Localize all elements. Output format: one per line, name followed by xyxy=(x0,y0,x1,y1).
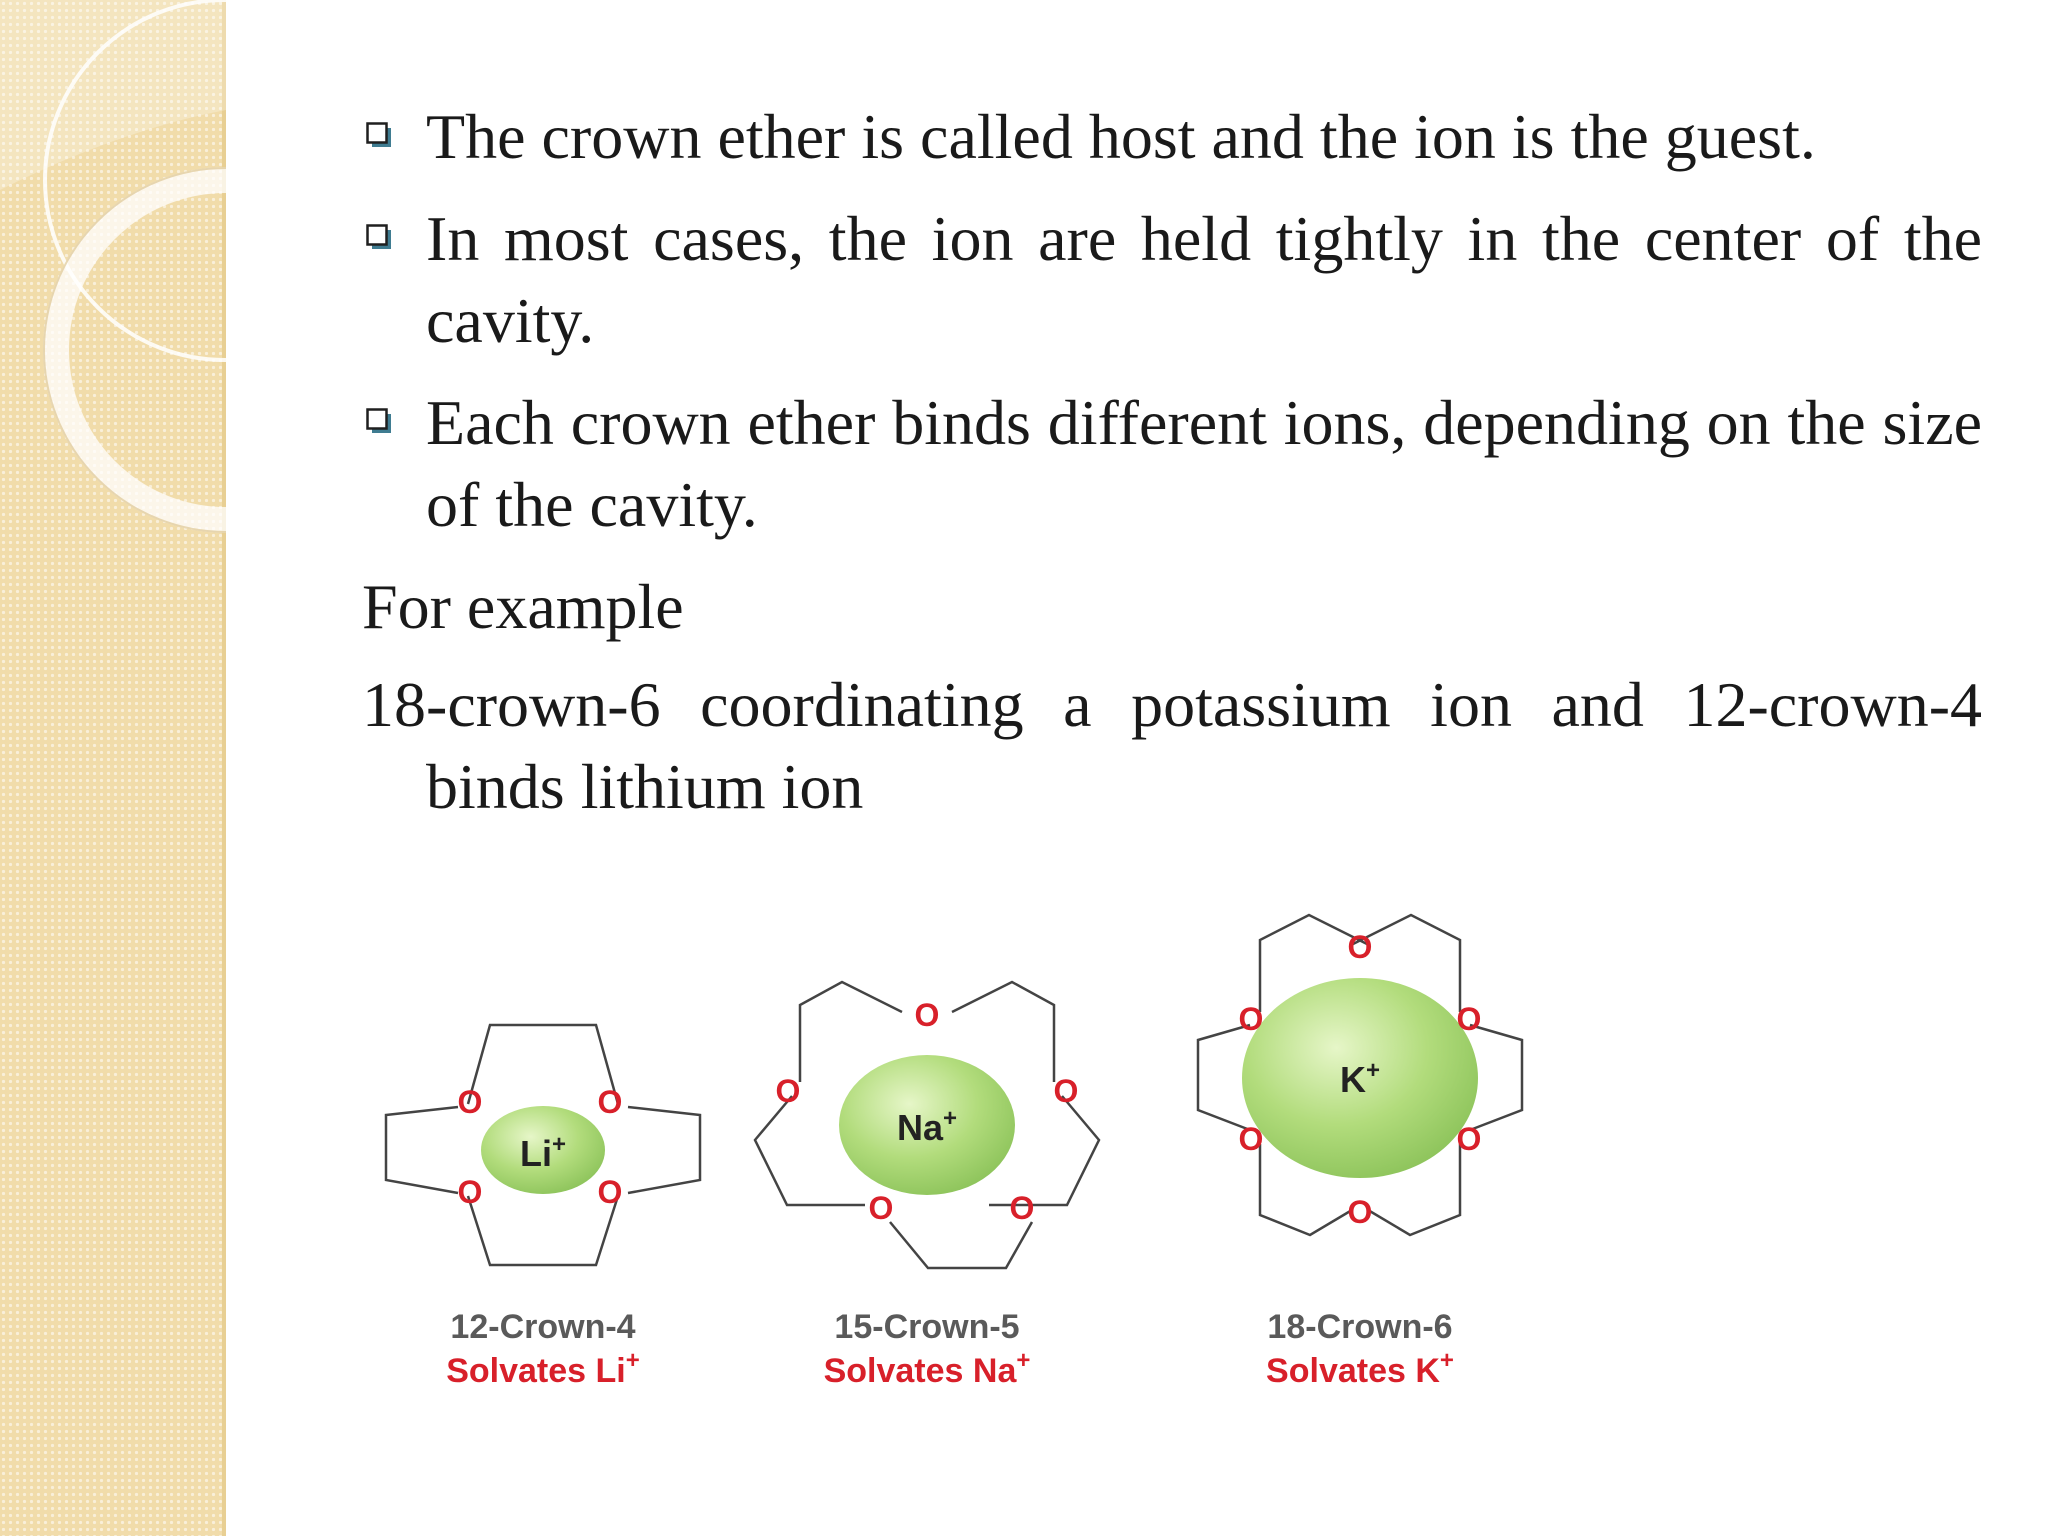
oxygen-atom: O xyxy=(597,1174,623,1210)
oxygen-atom: O xyxy=(914,997,940,1033)
bullet-ion-center xyxy=(362,198,1982,362)
example-text: 18-crown-6 coordinating a potassium ion and 12-crown-4 binds lithium ion xyxy=(362,669,1982,822)
checkbox-bullet-icon xyxy=(366,122,392,148)
oxygen-atom: O xyxy=(1456,1001,1482,1037)
bullet-text: The crown ether is called host and the ion is the guest. xyxy=(426,101,1816,172)
checkbox-bullet-icon xyxy=(366,408,392,434)
slide-content xyxy=(362,96,1982,848)
oxygen-atom: O xyxy=(868,1190,894,1226)
checkbox-bullet-icon xyxy=(366,224,392,250)
crown-name-12-4: 12-Crown-4 xyxy=(450,1308,636,1346)
ion-label-li: Li+ xyxy=(519,1131,567,1174)
oxygen-atom: O xyxy=(1456,1121,1482,1157)
crown-ether-figure xyxy=(360,860,1920,1420)
oxygen-atom: O xyxy=(1238,1121,1264,1157)
bullet-cavity-size xyxy=(362,382,1982,546)
oxygen-atom: O xyxy=(1347,929,1373,965)
solvates-label-li: Solvates Li+ xyxy=(446,1347,640,1390)
crown-name-15-5: 15-Crown-5 xyxy=(834,1308,1020,1346)
oxygen-atom: O xyxy=(1238,1001,1264,1037)
bullet-host-guest xyxy=(362,96,1982,178)
bullet-text: In most cases, the ion are held tightly in the center of the cavity. xyxy=(426,203,1982,356)
solvates-label-k: Solvates K+ xyxy=(1266,1347,1454,1390)
oxygen-atom: O xyxy=(1053,1073,1079,1109)
oxygen-atom: O xyxy=(775,1073,801,1109)
ion-label-k: K+ xyxy=(1339,1057,1381,1100)
solvates-label-na: Solvates Na+ xyxy=(823,1347,1031,1390)
oxygen-atom: O xyxy=(1347,1194,1373,1230)
oxygen-atom: O xyxy=(1009,1190,1035,1226)
oxygen-atom: O xyxy=(457,1174,483,1210)
crown-ether-diagram xyxy=(360,860,1920,1420)
bullet-text: Each crown ether binds different ions, depending on the size of the cavity. xyxy=(426,387,1982,540)
crown-name-18-6: 18-Crown-6 xyxy=(1267,1308,1453,1346)
oxygen-atom: O xyxy=(457,1084,483,1120)
oxygen-atom: O xyxy=(597,1084,623,1120)
ion-label-na: Na+ xyxy=(896,1105,958,1148)
decorative-rings xyxy=(0,0,226,560)
decorative-side-strip xyxy=(0,0,226,1536)
example-label: For example xyxy=(362,571,684,642)
